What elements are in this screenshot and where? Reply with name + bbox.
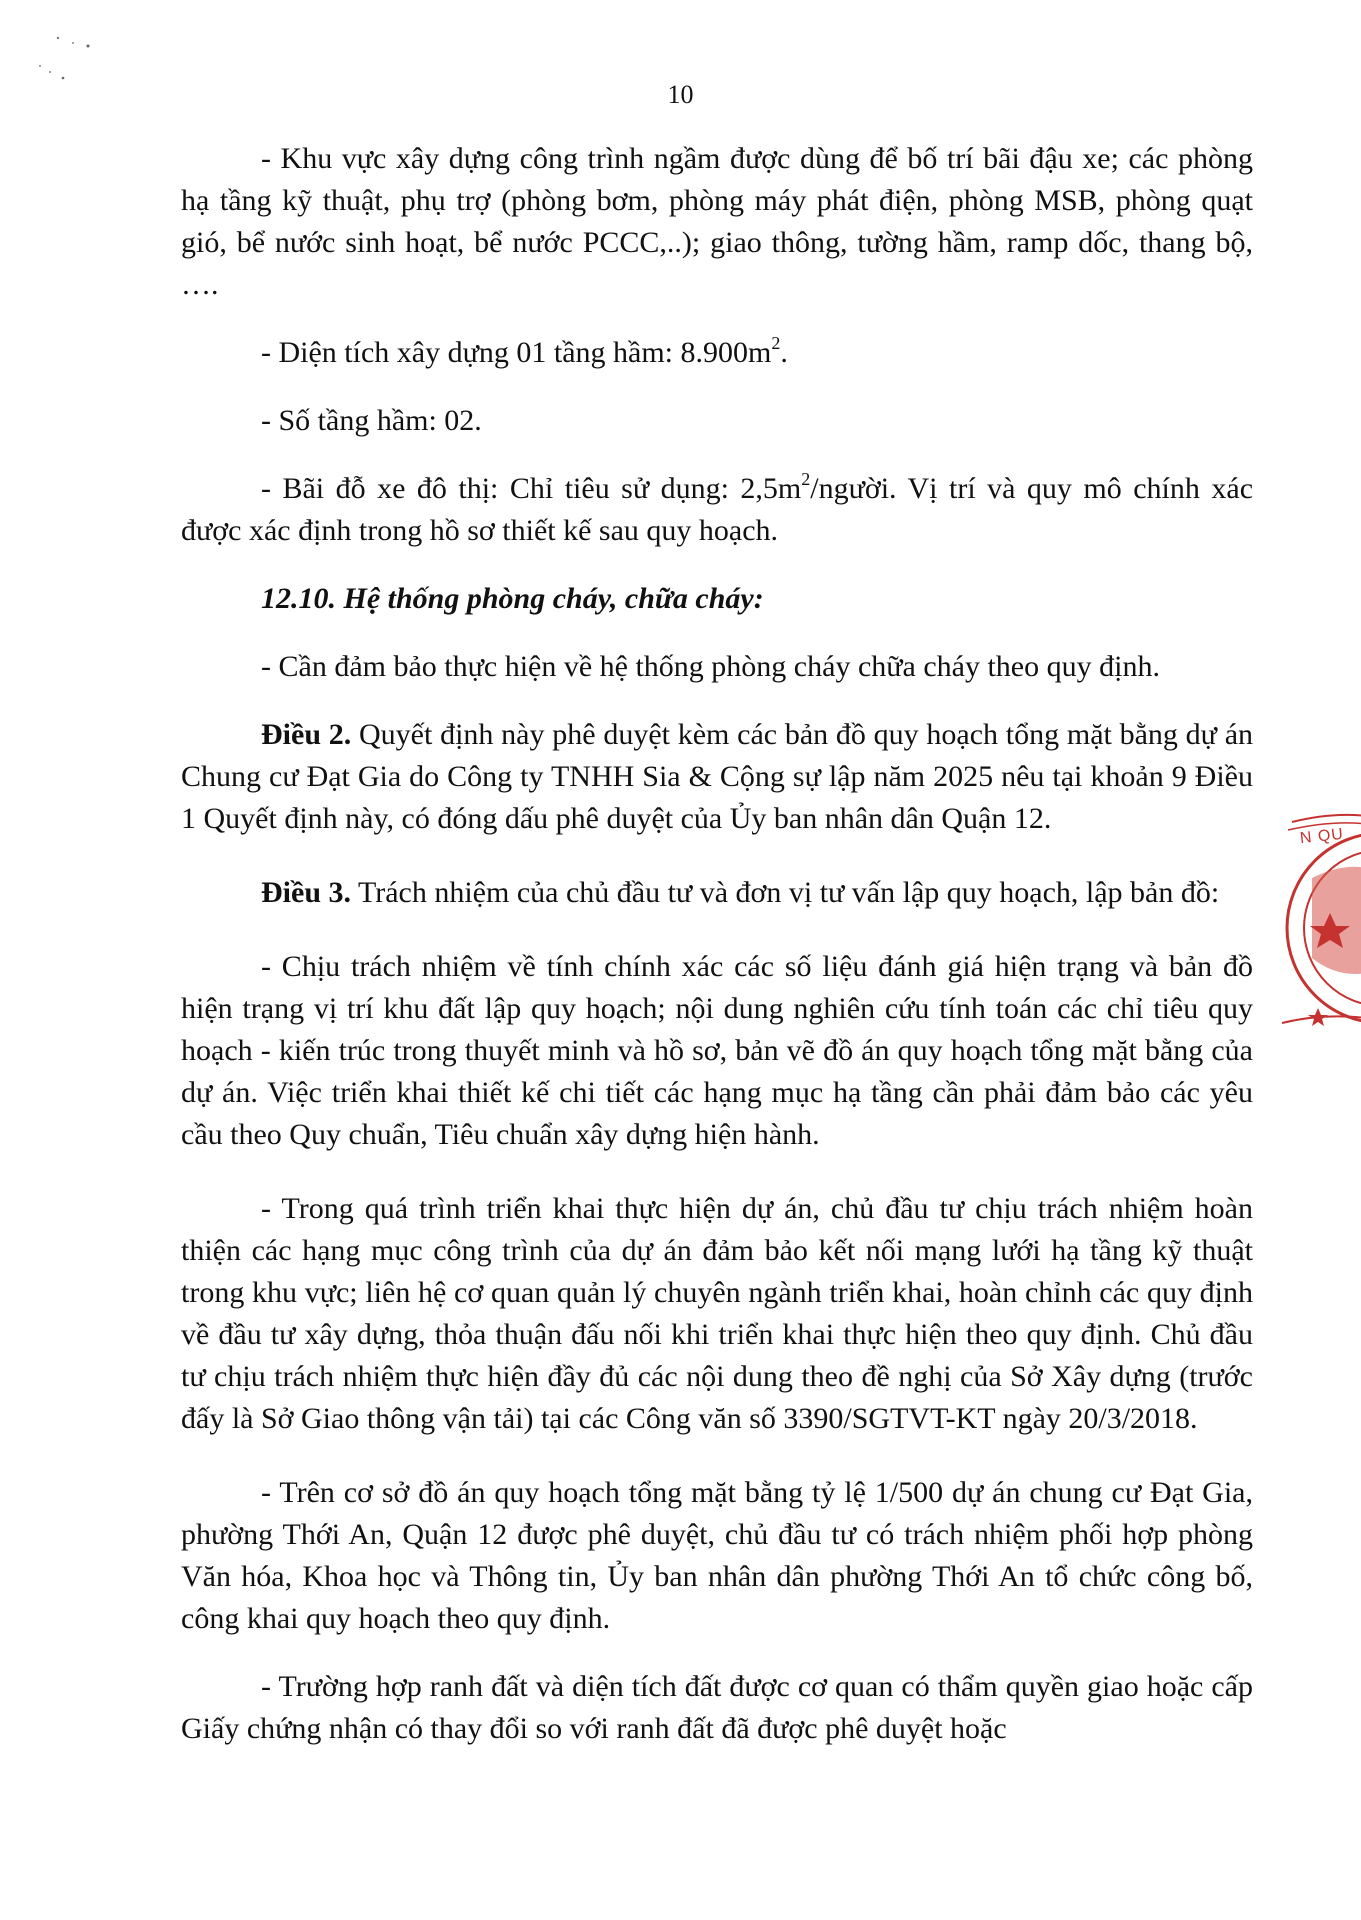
paragraph-parking: - Bãi đỗ xe đô thị: Chỉ tiêu sử dụng: $2,5m^2$/người. Vị trí và quy mô chính xác được xác định trong hồ sơ thiết kế sau quy hoạch. [181, 469, 1254, 547]
article-3-label: Điều 3. [261, 876, 351, 909]
paragraph-basement-count: - Số tầng hầm: 02. [261, 404, 482, 437]
paragraph-fire-protection: - Cần đảm bảo thực hiện về hệ thống phòng cháy chữa cháy theo quy định. [261, 650, 1160, 683]
seal-lettering: N QU [1299, 825, 1345, 848]
section-heading-fire-protection: 12.10. Hệ thống phòng cháy, chữa cháy: [261, 582, 764, 615]
paragraph-accuracy-responsibility: - Chịu trách nhiệm về tính chính xác các số liệu đánh giá hiện trạng và bản đồ hiện trạng vị trí khu đất lập quy hoạch; nội dung nghiên cứu tính toán các chỉ tiêu quy hoạch - kiến trúc trong thuyết minh và hồ sơ, bản vẽ đồ án quy hoạch tổng mặt bằng của dự án. Việc triển khai thiết kế chi tiết các hạng mục hạ tầng cần phải đảm bảo các yêu cầu theo Quy chuẩn, Tiêu chuẩn xây dựng hiện hành. [181, 950, 1253, 1151]
article-2: Điều 2. Quyết định này phê duyệt kèm các bản đồ quy hoạch tổng mặt bằng dự án Chung cư Đạt Gia do Công ty TNHH Sia & Cộng sự lập năm 2025 nêu tại khoản 9 Điều 1 Quyết định này, có đóng dấu phê duyệt của Ủy ban nhân dân Quận 12. [181, 718, 1254, 835]
page-number: 10 [667, 80, 694, 109]
red-seal-stamp [1272, 808, 1361, 1038]
article-2-label: Điều 2. [261, 718, 352, 751]
paragraph-underground-area: - Khu vực xây dựng công trình ngầm được dùng để bố trí bãi đậu xe; các phòng hạ tầng kỹ thuật, phụ trợ (phòng bơm, phòng máy phát điện, phòng MSB, phòng quạt gió, bể nước sinh hoạt, bể nước PCCC,..); giao thông, tường hầm, ramp dốc, thang bộ, …. [181, 142, 1253, 301]
paragraph-publication: - Trên cơ sở đồ án quy hoạch tổng mặt bằng tỷ lệ 1/500 dự án chung cư Đạt Gia, phường Thới An, Quận 12 được phê duyệt, chủ đầu tư có trách nhiệm phối hợp phòng Văn hóa, Khoa học và Thông tin, Ủy ban nhân dân phường Thới An tổ chức công bố, công khai quy hoạch theo quy định. [181, 1476, 1253, 1635]
document-body [181, 138, 1253, 1750]
paragraph-implementation-responsibility: - Trong quá trình triển khai thực hiện dự án, chủ đầu tư chịu trách nhiệm hoàn thiện các hạng mục công trình của dự án đảm bảo kết nối mạng lưới hạ tầng kỹ thuật trong khu vực; liên hệ cơ quan quản lý chuyên ngành triển khai, hoàn chỉnh các quy định về đầu tư xây dựng, thỏa thuận đấu nối khi triển khai thực hiện theo quy định. Chủ đầu tư chịu trách nhiệm thực hiện đầy đủ các nội dung theo đề nghị của Sở Xây dựng (trước đấy là Sở Giao thông vận tải) tại các Công văn số 3390/SGTVT-KT ngày 20/3/2018. [181, 1192, 1253, 1435]
paragraph-basement-area: - Diện tích xây dựng 01 tầng hầm: $8.900m^2$. [261, 333, 788, 369]
paragraph-land-boundary-change: - Trường hợp ranh đất và diện tích đất được cơ quan có thẩm quyền giao hoặc cấp Giấy chứng nhận có thay đổi so với ranh đất đã được phê duyệt hoặc [181, 1670, 1253, 1745]
article-3: Điều 3. Trách nhiệm của chủ đầu tư và đơn vị tư vấn lập quy hoạch, lập bản đồ: [261, 876, 1220, 909]
